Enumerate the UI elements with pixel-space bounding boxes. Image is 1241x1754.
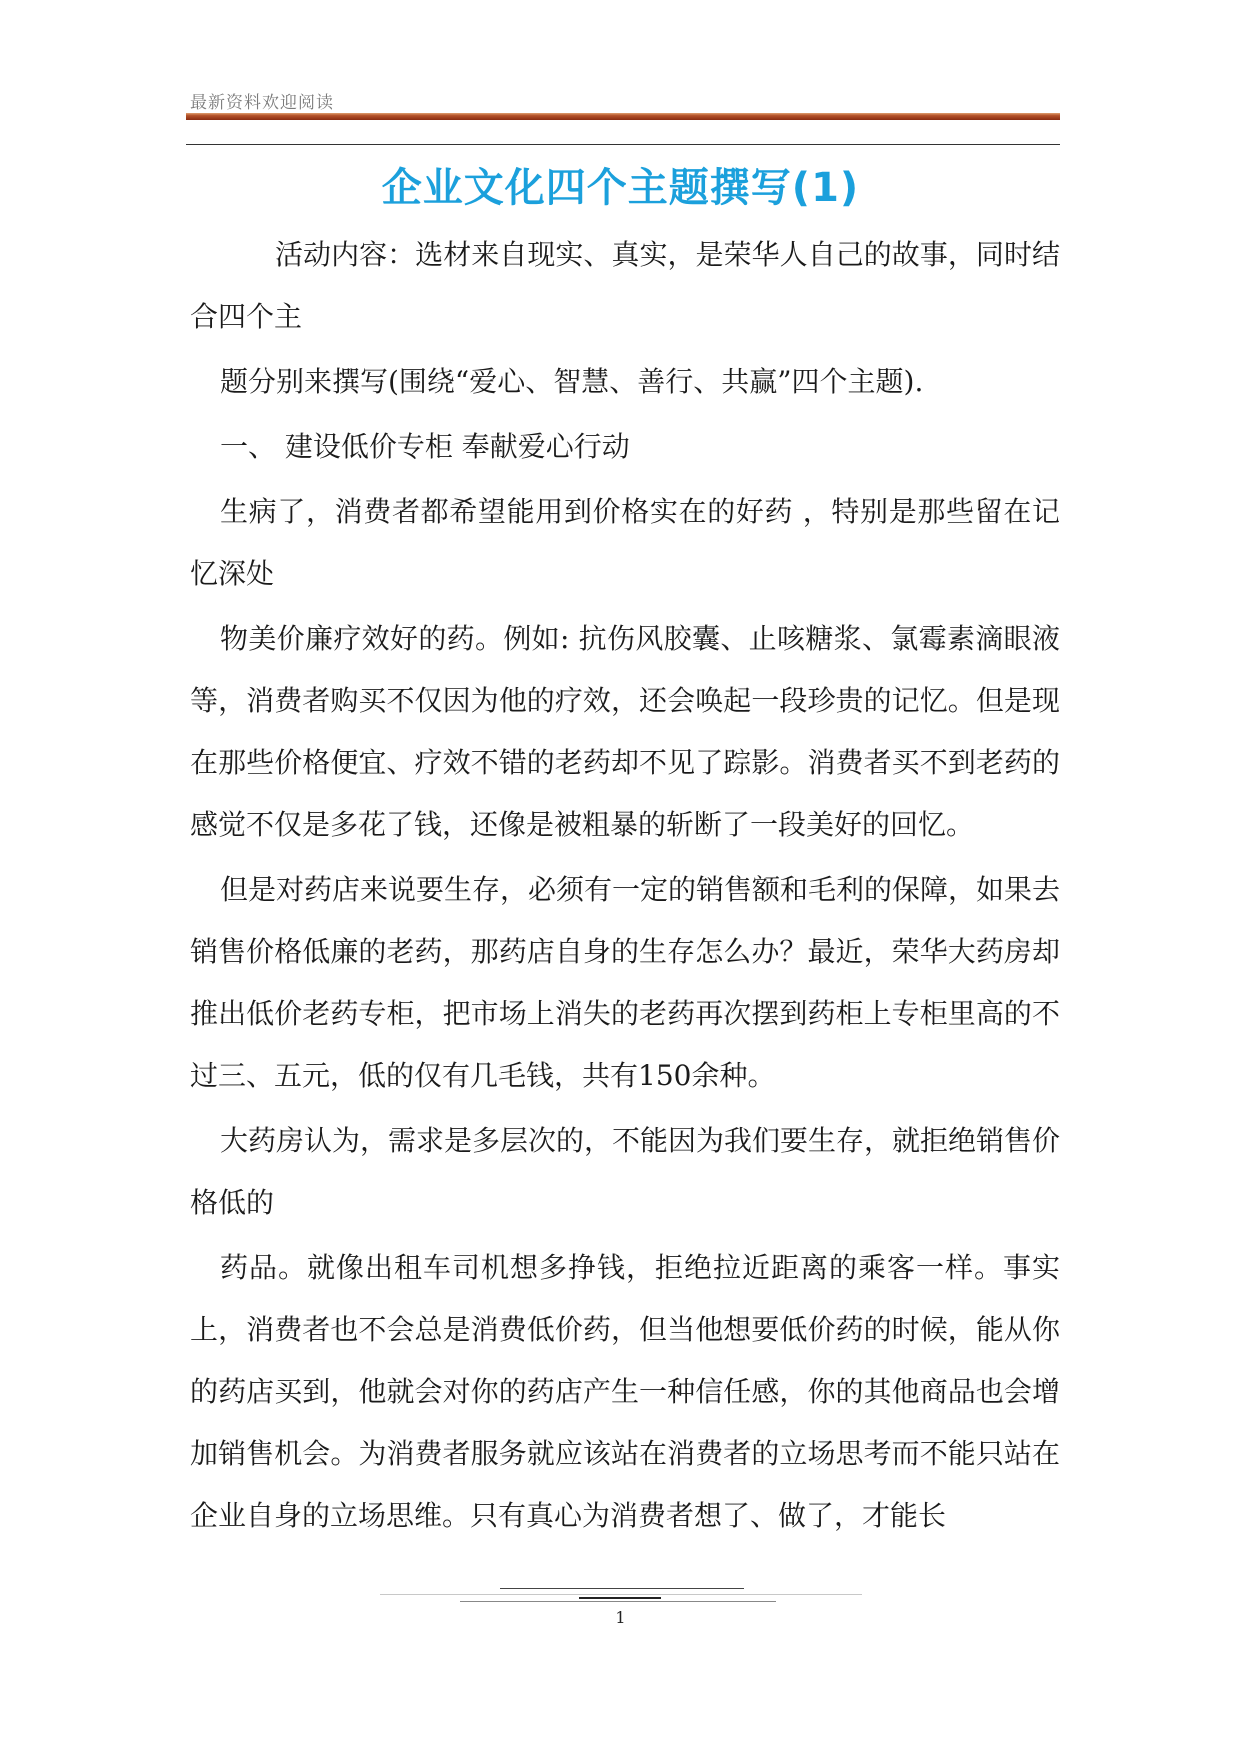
paragraph: 生病了，消费者都希望能用到价格实在的好药 ，特别是那些留在记忆深处 [190, 495, 1060, 590]
footer-rule [380, 1594, 862, 1595]
footer-mark [579, 1597, 661, 1599]
header-rule-thick [186, 113, 1060, 120]
section-heading: 一、 建设低价专柜 奉献爱心行动 [220, 430, 630, 463]
footer-rule [500, 1588, 744, 1589]
footer-rule [460, 1601, 776, 1602]
page-title: 企业文化四个主题撰写(1) [381, 165, 860, 211]
paragraph: 大药房认为，需求是多层次的，不能因为我们要生存，就拒绝销售价格低的 [190, 1124, 1061, 1219]
paragraph: 活动内容：选材来自现实、真实，是荣华人自己的故事，同时结合四个主 [190, 238, 1060, 333]
paragraph: 药品。就像出租车司机想多挣钱，拒绝拉近距离的乘客一样。事实上，消费者也不会总是消费低价药，但当他想要低价药的时候，能从你的药店买到，他就会对你的药店产生一种信任感，你的其他商品也会增加销售机会。为消费者服务就应该站在消费者的立场思考而不能只站在企业自身的立场思维。只有真心为消费者想了、做了，才能长 [190, 1251, 1060, 1532]
header-text: 最新资料欢迎阅读 [190, 93, 334, 113]
page-number: 1 [615, 1608, 626, 1627]
paragraph: 题分别来撰写(围绕“爱心、智慧、善行、共赢”四个主题). [220, 365, 924, 398]
header-rule-thin [186, 144, 1060, 145]
paragraph: 物美价廉疗效好的药。例如: 抗伤风胶囊、止咳糖浆、氯霉素滴眼液等，消费者购买不仅因为他的疗效，还会唤起一段珍贵的记忆。但是现在那些价格便宜、疗效不错的老药却不见了踪影。消费者买不到老药的感觉不仅是多花了钱，还像是被粗暴的斩断了一段美好的回忆。 [190, 622, 1060, 841]
document-body [190, 224, 1060, 1547]
paragraph: 但是对药店来说要生存，必须有一定的销售额和毛利的保障，如果去销售价格低廉的老药，那药店自身的生存怎么办？最近，荣华大药房却推出低价老药专柜，把市场上消失的老药再次摆到药柜上专柜里高的不过三、五元，低的仅有几毛钱，共有150余种。 [190, 873, 1061, 1092]
